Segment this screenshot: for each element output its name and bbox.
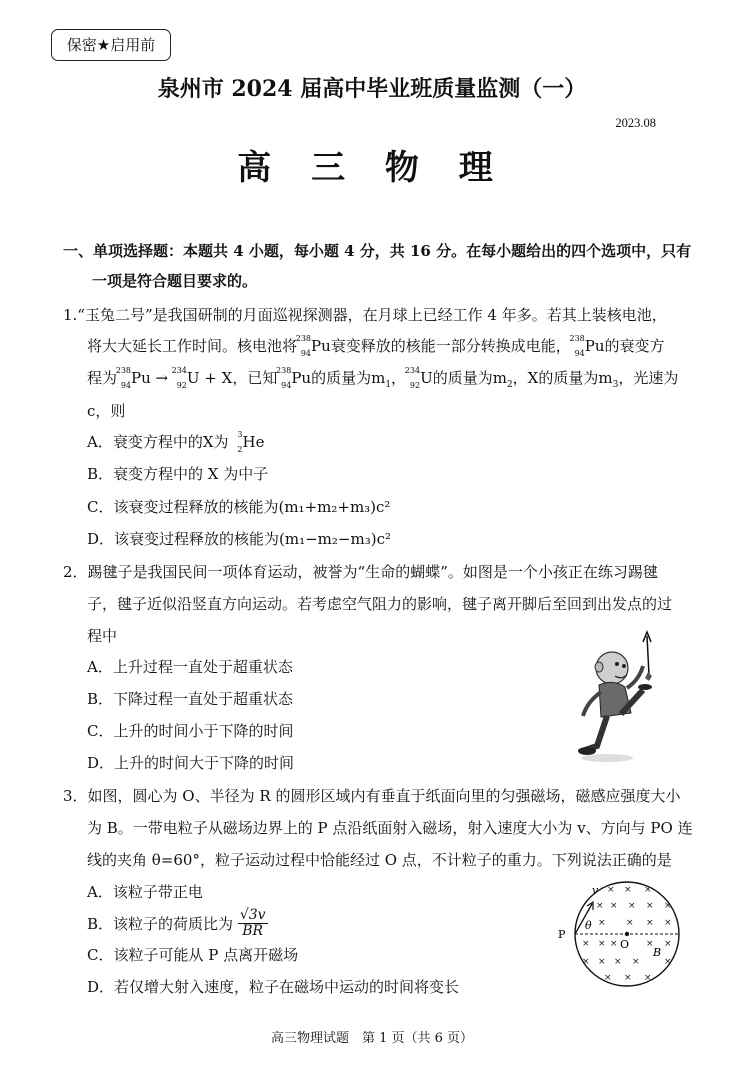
svg-text:×: × xyxy=(607,885,615,895)
exam-title: 泉州市 2024 届高中毕业班质量监测（一） xyxy=(157,76,587,102)
section-instructions-cont: 一项是符合题目要求的。 xyxy=(92,272,258,290)
fig-label-theta: θ xyxy=(585,919,592,932)
q3-stem-line2: 为 B。一带电粒子从磁场边界上的 P 点沿纸面射入磁场，射入速度大小为 v、方向与 PO 连 xyxy=(87,819,693,837)
q1-stem-line2: 将大大延长工作时间。核电池将 238 94 Pu衰变释放的核能一部分转换成电能， 238 94 Pu的衰变方 xyxy=(87,334,665,358)
q1-option-a: A．衰变方程中的X为 3 2 He xyxy=(87,430,265,454)
svg-text:×: × xyxy=(598,939,606,949)
fig-label-v: v xyxy=(592,884,599,897)
magnetic-field-figure xyxy=(552,880,692,990)
q1-stem-line4: c，则 xyxy=(87,402,126,420)
q2-option-b: B．下降过程一直处于超重状态 xyxy=(87,690,294,708)
q1-stem-line3: 程为 238 94 Pu → 234 92 U + X，已知 238 94 Pu的质量为$m_1$， 234 92 U的质量为$m_2$，X的质量为$m_3$，光速为 xyxy=(87,366,679,390)
svg-text:×: × xyxy=(646,901,654,911)
q3-stem-line1: 3．如图，圆心为 O、半径为 R 的圆形区域内有垂直于纸面向里的匀强磁场，磁感应强度大小 xyxy=(63,787,681,805)
svg-text:×: × xyxy=(626,918,634,928)
q2-option-c: C．上升的时间小于下降的时间 xyxy=(87,722,294,740)
svg-text:×: × xyxy=(610,901,618,911)
svg-text:×: × xyxy=(646,939,654,949)
fig-label-p: P xyxy=(558,928,566,941)
svg-text:×: × xyxy=(632,957,640,967)
q2-stem-line2: 子，毽子近似沿竖直方向运动。若考虑空气阻力的影响，毽子离开脚后至回到出发点的过 xyxy=(87,595,673,613)
q1-option-b: B．衰变方程中的 X 为中子 xyxy=(87,465,269,483)
svg-text:×: × xyxy=(598,918,606,928)
svg-text:×: × xyxy=(628,901,636,911)
svg-text:×: × xyxy=(596,901,604,911)
svg-text:×: × xyxy=(646,918,654,928)
q1-option-c: C．该衰变过程释放的核能为(m₁+m₂+m₃)c² xyxy=(87,498,391,516)
section-instructions: 一、单项选择题：本题共 4 小题，每小题 4 分，共 16 分。在每小题给出的四个选项中，只有 xyxy=(63,242,692,260)
q2-stem-line3: 程中 xyxy=(87,627,118,645)
svg-text:×: × xyxy=(644,973,652,983)
q3-fraction-denominator: BR xyxy=(242,923,264,939)
svg-text:×: × xyxy=(624,973,632,983)
exam-date: 2023.08 xyxy=(615,116,656,130)
q3-option-d: D．若仅增大射入速度，粒子在磁场中运动的时间将变长 xyxy=(87,978,460,996)
subject-title: 高 三 物 理 xyxy=(237,148,507,188)
q3-option-b: B．该粒子的荷质比为 $\frac{√3v}{BR}$ xyxy=(87,907,266,939)
svg-text:×: × xyxy=(664,901,672,911)
q1-option-d: D．该衰变过程释放的核能为(m₁−m₂−m₃)c² xyxy=(87,530,391,548)
shuttlecock-kid-figure xyxy=(577,630,667,765)
svg-text:×: × xyxy=(664,957,672,967)
q2-stem-line1: 2．踢毽子是我国民间一项体育运动，被誉为“生命的蝴蝶”。如图是一个小孩正在练习踢毽 xyxy=(63,563,658,581)
svg-text:×: × xyxy=(604,973,612,983)
page-footer: 高三物理试题 第 1 页（共 6 页） xyxy=(270,1031,474,1046)
svg-text:×: × xyxy=(664,939,672,949)
q2-option-d: D．上升的时间大于下降的时间 xyxy=(87,754,295,772)
svg-text:×: × xyxy=(624,885,632,895)
confidential-label: 保密★启用前 xyxy=(51,29,171,61)
q3-option-a: A．该粒子带正电 xyxy=(87,883,203,901)
svg-text:×: × xyxy=(610,939,618,949)
svg-text:×: × xyxy=(644,885,652,895)
fig-label-b: B xyxy=(653,946,662,959)
svg-text:×: × xyxy=(614,957,622,967)
q3-stem-line3: 线的夹角 θ=60°，粒子运动过程中恰能经过 O 点，不计粒子的重力。下列说法正确的是 xyxy=(87,851,672,869)
svg-text:×: × xyxy=(582,939,590,949)
svg-text:×: × xyxy=(582,957,590,967)
q3-fraction-numerator: √3v xyxy=(239,907,266,923)
q3-option-c: C．该粒子可能从 P 点离开磁场 xyxy=(87,946,299,964)
q1-stem-line1: 1.“玉兔二号”是我国研制的月面巡视探测器，在月球上已经工作 4 年多。若其上装核电池， xyxy=(63,306,667,324)
fig-label-o: O xyxy=(620,938,630,951)
svg-text:×: × xyxy=(664,918,672,928)
svg-text:×: × xyxy=(598,957,606,967)
q2-option-a: A．上升过程一直处于超重状态 xyxy=(87,658,293,676)
